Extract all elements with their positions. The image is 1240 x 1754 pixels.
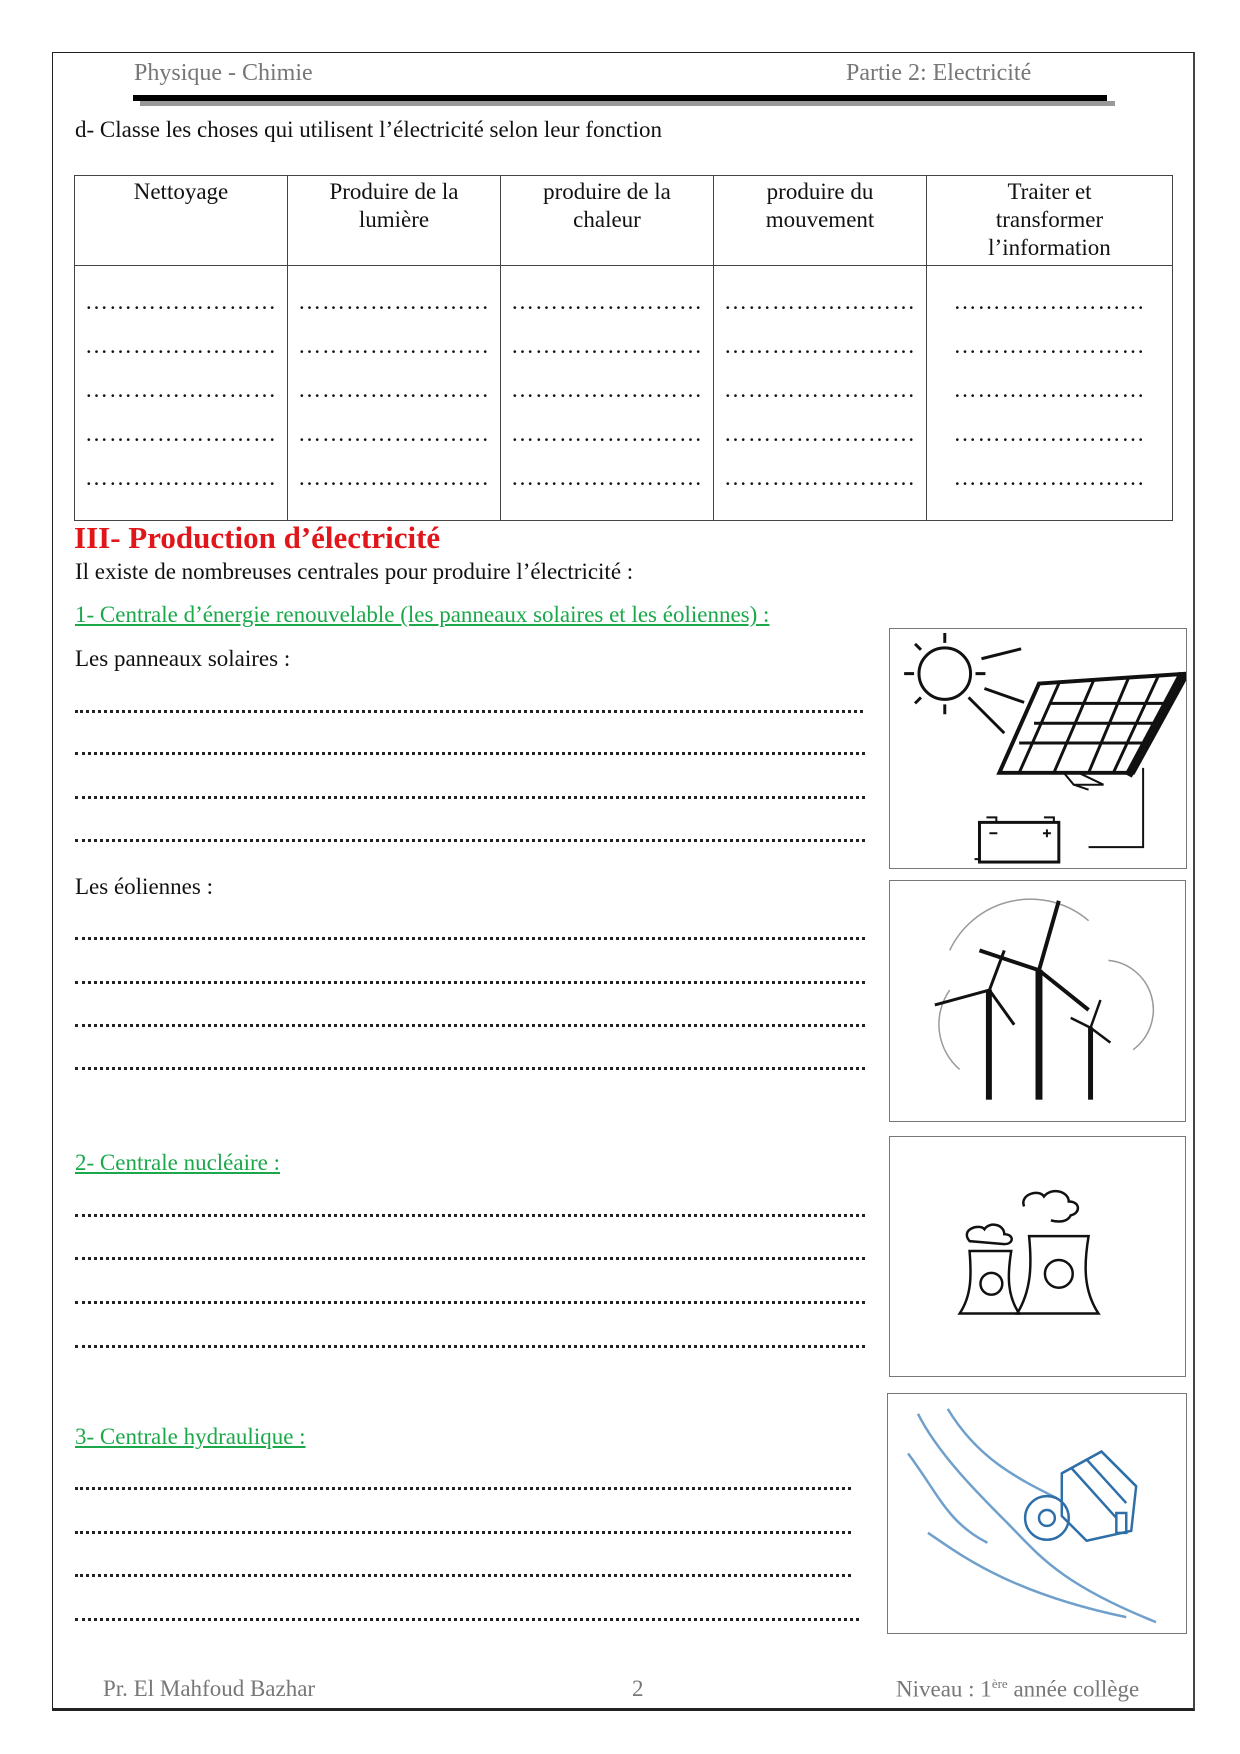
- answer-line[interactable]: [75, 742, 865, 755]
- answer-line[interactable]: [75, 1608, 859, 1621]
- answer-line[interactable]: [75, 1564, 851, 1577]
- answer-line[interactable]: [75, 1204, 865, 1217]
- answer-cell[interactable]: …………………… …………………… …………………… …………………… ……………………: [501, 266, 714, 521]
- subsection-nuclear: 2- Centrale nucléaire :: [75, 1150, 280, 1175]
- answer-line[interactable]: [75, 1247, 865, 1260]
- answer-cell[interactable]: …………………… …………………… …………………… …………………… ……………………: [927, 266, 1173, 521]
- solar-label: Les panneaux solaires :: [75, 646, 291, 671]
- nuclear-plant-illustration: [889, 1136, 1186, 1377]
- col-header: produire du mouvement: [714, 176, 927, 266]
- col-header: Nettoyage: [75, 176, 288, 266]
- col-header: produire de la chaleur: [501, 176, 714, 266]
- hydro-plant-illustration: [887, 1393, 1187, 1634]
- answer-cell[interactable]: …………………… …………………… …………………… …………………… ……………………: [75, 266, 288, 521]
- section-intro: Il existe de nombreuses centrales pour produire l’électricité :: [75, 559, 634, 584]
- answer-cell[interactable]: …………………… …………………… …………………… …………………… ……………………: [714, 266, 927, 521]
- answer-line[interactable]: [75, 1057, 865, 1070]
- wind-turbine-icon: [890, 881, 1185, 1121]
- footer-author: Pr. El Mahfoud Bazhar: [103, 1676, 316, 1701]
- header-part: Partie 2: Electricité: [846, 60, 1032, 86]
- footer-level: Niveau : 1ère année collège: [896, 1676, 1140, 1702]
- answer-line[interactable]: [75, 1335, 865, 1348]
- nuclear-plant-icon: [890, 1137, 1185, 1376]
- header-rule-shadow: [140, 101, 1115, 106]
- answer-line[interactable]: [75, 971, 865, 984]
- answer-line[interactable]: [75, 700, 863, 713]
- header-rule: [133, 95, 1107, 101]
- wind-turbine-illustration: [889, 880, 1186, 1122]
- answer-line[interactable]: [75, 927, 865, 940]
- answer-cell[interactable]: …………………… …………………… …………………… …………………… ……………………: [288, 266, 501, 521]
- solar-panel-icon: [890, 629, 1186, 868]
- col-header: Traiter et transformer l’information: [927, 176, 1173, 266]
- answer-line[interactable]: [75, 1291, 865, 1304]
- answer-line[interactable]: [75, 786, 865, 799]
- page-number: 2: [632, 1676, 644, 1701]
- answer-line[interactable]: [75, 1521, 851, 1534]
- answer-line[interactable]: [75, 1477, 851, 1490]
- col-header: Produire de la lumière: [288, 176, 501, 266]
- header-subject: Physique - Chimie: [134, 60, 313, 86]
- subsection-hydro: 3- Centrale hydraulique :: [75, 1424, 306, 1449]
- answer-line[interactable]: [75, 1014, 865, 1027]
- hydro-plant-icon: [888, 1394, 1186, 1633]
- exercise-instruction: d- Classe les choses qui utilisent l’électricité selon leur fonction: [75, 117, 662, 142]
- classification-table: [74, 175, 1173, 521]
- solar-panel-illustration: [889, 628, 1187, 869]
- wind-label: Les éoliennes :: [75, 874, 213, 899]
- subsection-renewable: 1- Centrale d’énergie renouvelable (les panneaux solaires et les éoliennes) :: [75, 602, 770, 627]
- section-title: III- Production d’électricité: [74, 520, 441, 555]
- answer-line[interactable]: [75, 829, 865, 842]
